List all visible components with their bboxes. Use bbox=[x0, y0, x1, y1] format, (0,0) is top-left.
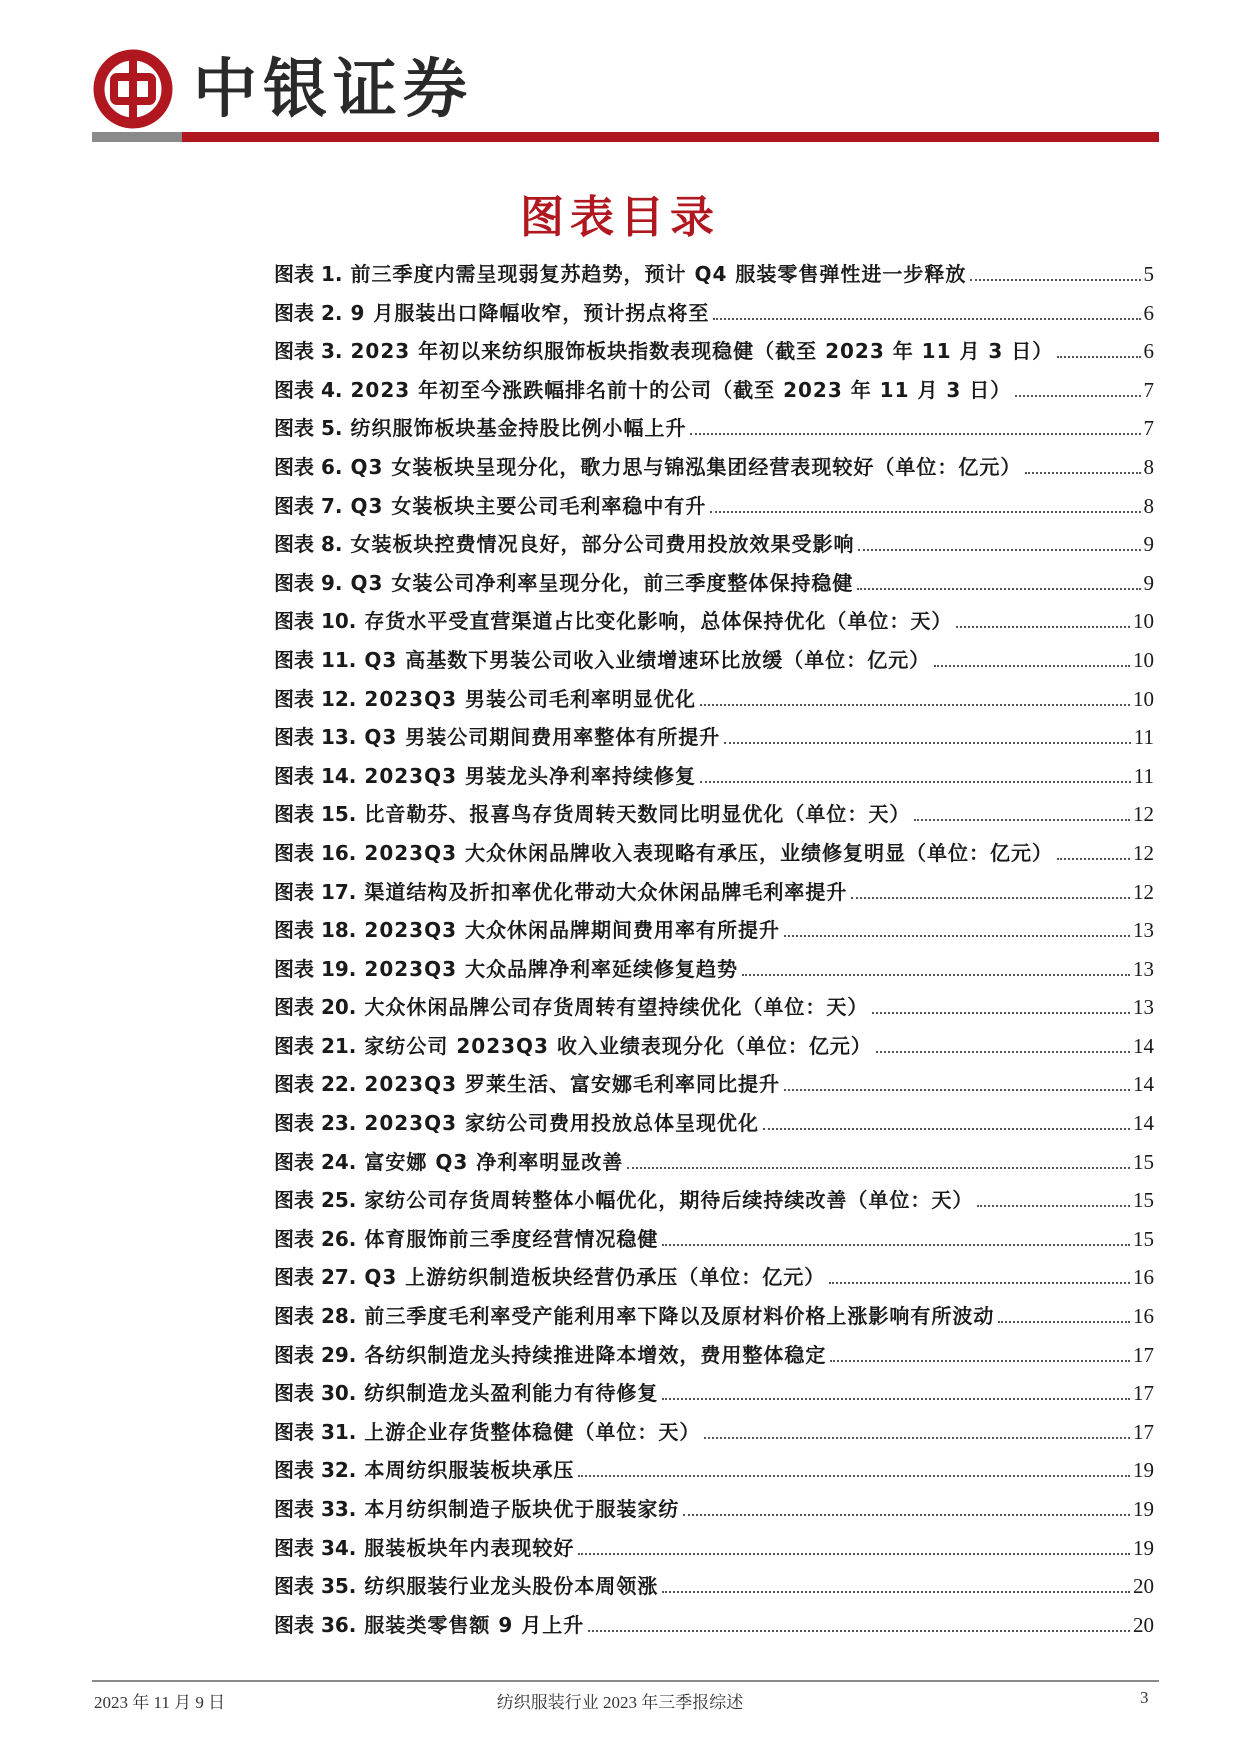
toc-entry-page: 17 bbox=[1133, 1419, 1154, 1444]
toc-entry-title: 比音勒芬、报喜鸟存货周转天数同比明显优化（单位：天） bbox=[364, 802, 911, 827]
toc-title: 图表目录 bbox=[520, 192, 720, 243]
toc-entry-page: 15 bbox=[1133, 1226, 1154, 1251]
toc-entry-page: 10 bbox=[1133, 609, 1154, 634]
toc-leader-dots bbox=[690, 433, 1140, 435]
toc-entry[interactable] bbox=[274, 451, 1154, 490]
toc-entry-title: 2023Q3 男装公司毛利率明显优化 bbox=[364, 686, 696, 711]
toc-entry[interactable] bbox=[274, 1300, 1154, 1339]
toc-leader-dots bbox=[578, 1475, 1130, 1477]
toc-leader-dots bbox=[998, 1321, 1130, 1323]
toc-entry[interactable] bbox=[274, 528, 1154, 567]
toc-entry-page: 8 bbox=[1143, 454, 1154, 479]
toc-leader-dots bbox=[1057, 858, 1130, 860]
toc-leader-dots bbox=[934, 665, 1130, 667]
toc-entry-title: 前三季度毛利率受产能利用率下降以及原材料价格上涨影响有所波动 bbox=[364, 1304, 995, 1329]
toc-entry-title: Q3 男装公司期间费用率整体有所提升 bbox=[364, 725, 721, 750]
toc-entry[interactable] bbox=[274, 1223, 1154, 1262]
toc-leader-dots bbox=[784, 1089, 1130, 1091]
toc-entry[interactable] bbox=[274, 1107, 1154, 1146]
toc-entry[interactable] bbox=[274, 567, 1154, 606]
toc-entry[interactable] bbox=[274, 1146, 1154, 1185]
toc-entry[interactable] bbox=[274, 490, 1154, 529]
toc-entry-page: 12 bbox=[1133, 802, 1154, 827]
toc-entry[interactable] bbox=[274, 760, 1154, 799]
toc-entry-title: 女装板块控费情况良好，部分公司费用投放效果受影响 bbox=[350, 532, 855, 557]
toc-entry[interactable] bbox=[274, 297, 1154, 336]
toc-leader-dots bbox=[872, 1012, 1130, 1014]
toc-entry-page: 20 bbox=[1133, 1612, 1154, 1637]
toc-entry-title: Q3 女装板块呈现分化，歌力思与锦泓集团经营表现较好（单位：亿元） bbox=[350, 454, 1022, 479]
toc-entry-label: 图表 23. bbox=[274, 1111, 357, 1136]
toc-entry-label: 图表 27. bbox=[274, 1265, 357, 1290]
toc-entry-label: 图表 32. bbox=[274, 1458, 357, 1483]
toc-entry-label: 图表 2. bbox=[274, 300, 343, 325]
toc-entry[interactable] bbox=[274, 335, 1154, 374]
toc-entry-page: 6 bbox=[1143, 339, 1154, 364]
toc-leader-dots bbox=[588, 1630, 1130, 1632]
toc-entry-page: 11 bbox=[1133, 725, 1154, 750]
table-of-figures bbox=[274, 258, 1154, 1647]
toc-entry-title: 2023Q3 大众休闲品牌收入表现略有承压，业绩修复明显（单位：亿元） bbox=[364, 840, 1053, 865]
toc-entry-label: 图表 12. bbox=[274, 686, 357, 711]
toc-entry-label: 图表 31. bbox=[274, 1419, 357, 1444]
toc-entry-label: 图表 8. bbox=[274, 532, 343, 557]
footer-page-number: 3 bbox=[1140, 1688, 1149, 1707]
toc-entry-title: 家纺公司存货周转整体小幅优化，期待后续持续改善（单位：天） bbox=[364, 1188, 974, 1213]
toc-entry[interactable] bbox=[274, 644, 1154, 683]
toc-entry-page: 12 bbox=[1133, 879, 1154, 904]
toc-entry[interactable] bbox=[274, 953, 1154, 992]
footer-report-title: 纺织服装行业 2023 年三季报综述 bbox=[496, 1693, 744, 1712]
toc-entry[interactable] bbox=[274, 1377, 1154, 1416]
toc-leader-dots bbox=[627, 1167, 1130, 1169]
toc-entry-label: 图表 15. bbox=[274, 802, 357, 827]
toc-entry-label: 图表 36. bbox=[274, 1612, 357, 1637]
toc-leader-dots bbox=[1057, 356, 1140, 358]
toc-entry-page: 14 bbox=[1133, 1111, 1154, 1136]
toc-entry-title: 2023Q3 大众休闲品牌期间费用率有所提升 bbox=[364, 918, 780, 943]
brand-name: 中银证券 bbox=[193, 53, 473, 127]
toc-entry-title: Q3 上游纺织制造板块经营仍承压（单位：亿元） bbox=[364, 1265, 826, 1290]
toc-entry-title: 2023Q3 家纺公司费用投放总体呈现优化 bbox=[364, 1111, 759, 1136]
toc-entry-title: 9 月服装出口降幅收窄，预计拐点将至 bbox=[350, 300, 710, 325]
toc-leader-dots bbox=[700, 781, 1131, 783]
toc-leader-dots bbox=[710, 511, 1140, 513]
toc-entry-title: Q3 女装公司净利率呈现分化，前三季度整体保持稳健 bbox=[350, 570, 854, 595]
toc-entry[interactable] bbox=[274, 412, 1154, 451]
toc-entry-page: 13 bbox=[1133, 956, 1154, 981]
toc-entry-title: 2023 年初至今涨跌幅排名前十的公司（截至 2023 年 11 月 3 日） bbox=[350, 377, 1012, 402]
toc-entry[interactable] bbox=[274, 837, 1154, 876]
toc-entry[interactable] bbox=[274, 914, 1154, 953]
toc-entry[interactable] bbox=[274, 1493, 1154, 1532]
toc-entry-label: 图表 4. bbox=[274, 377, 343, 402]
toc-leader-dots bbox=[662, 1244, 1130, 1246]
header-rule-red bbox=[182, 132, 1159, 142]
toc-entry[interactable] bbox=[274, 1261, 1154, 1300]
toc-leader-dots bbox=[1025, 472, 1140, 474]
toc-entry-label: 图表 13. bbox=[274, 725, 357, 750]
toc-entry-label: 图表 35. bbox=[274, 1574, 357, 1599]
toc-leader-dots bbox=[713, 318, 1140, 320]
toc-entry-page: 19 bbox=[1133, 1535, 1154, 1560]
toc-entry-label: 图表 5. bbox=[274, 416, 343, 441]
toc-leader-dots bbox=[851, 897, 1130, 899]
toc-entry-label: 图表 29. bbox=[274, 1342, 357, 1367]
toc-entry-page: 13 bbox=[1133, 995, 1154, 1020]
bank-of-china-logo-icon bbox=[92, 48, 174, 130]
toc-entry-label: 图表 22. bbox=[274, 1072, 357, 1097]
toc-entry-title: 服装板块年内表现较好 bbox=[364, 1535, 575, 1560]
toc-entry-page: 20 bbox=[1133, 1574, 1154, 1599]
toc-entry[interactable] bbox=[274, 1532, 1154, 1571]
toc-entry-label: 图表 10. bbox=[274, 609, 357, 634]
toc-entry-page: 14 bbox=[1133, 1033, 1154, 1058]
toc-leader-dots bbox=[857, 588, 1140, 590]
toc-entry-title: 存货水平受直营渠道占比变化影响，总体保持优化（单位：天） bbox=[364, 609, 953, 634]
toc-leader-dots bbox=[876, 1051, 1130, 1053]
toc-entry-title: Q3 高基数下男装公司收入业绩增速环比放缓（单位：亿元） bbox=[364, 647, 931, 672]
footer-rule bbox=[92, 1680, 1159, 1682]
toc-entry-title: 本月纺织制造子版块优于服装家纺 bbox=[364, 1497, 680, 1521]
toc-entry-label: 图表 30. bbox=[274, 1381, 357, 1406]
toc-entry-page: 19 bbox=[1133, 1458, 1154, 1483]
toc-entry-title: 2023Q3 男装龙头净利率持续修复 bbox=[364, 763, 696, 788]
toc-entry-title: 各纺织制造龙头持续推进降本增效，费用整体稳定 bbox=[364, 1342, 827, 1367]
toc-entry-label: 图表 21. bbox=[274, 1033, 357, 1058]
toc-entry-page: 12 bbox=[1133, 840, 1154, 865]
toc-entry-page: 5 bbox=[1143, 262, 1154, 286]
toc-leader-dots bbox=[704, 1437, 1130, 1439]
toc-entry-title: 上游企业存货整体稳健（单位：天） bbox=[364, 1419, 701, 1444]
toc-entry-title: 2023 年初以来纺织服饰板块指数表现稳健（截至 2023 年 11 月 3 日） bbox=[350, 339, 1054, 364]
toc-entry-page: 8 bbox=[1143, 493, 1154, 518]
header-rule-grey bbox=[92, 132, 182, 142]
toc-leader-dots bbox=[977, 1205, 1130, 1207]
toc-entry-title: Q3 女装板块主要公司毛利率稳中有升 bbox=[350, 493, 707, 518]
toc-entry[interactable] bbox=[274, 1609, 1154, 1648]
toc-entry[interactable] bbox=[274, 374, 1154, 413]
toc-entry-label: 图表 20. bbox=[274, 995, 357, 1020]
toc-entry-title: 渠道结构及折扣率优化带动大众休闲品牌毛利率提升 bbox=[364, 879, 848, 904]
toc-entry-title: 家纺公司 2023Q3 收入业绩表现分化（单位：亿元） bbox=[364, 1033, 872, 1058]
toc-entry-page: 9 bbox=[1143, 570, 1154, 595]
toc-entry-title: 纺织服装行业龙头股份本周领涨 bbox=[364, 1574, 659, 1599]
toc-entry-label: 图表 9. bbox=[274, 570, 343, 595]
toc-entry-title: 体育服饰前三季度经营情况稳健 bbox=[364, 1226, 659, 1251]
toc-entry-label: 图表 28. bbox=[274, 1304, 357, 1329]
toc-entry-title: 前三季度内需呈现弱复苏趋势，预计 Q4 服装零售弹性进一步释放 bbox=[350, 262, 967, 286]
toc-entry[interactable] bbox=[274, 1454, 1154, 1493]
toc-entry-page: 13 bbox=[1133, 918, 1154, 943]
toc-entry-page: 10 bbox=[1133, 686, 1154, 711]
toc-leader-dots bbox=[662, 1398, 1130, 1400]
toc-leader-dots bbox=[662, 1591, 1130, 1593]
toc-entry[interactable] bbox=[274, 798, 1154, 837]
toc-entry[interactable] bbox=[274, 683, 1154, 722]
toc-entry-page: 15 bbox=[1133, 1149, 1154, 1174]
toc-leader-dots bbox=[578, 1553, 1130, 1555]
toc-entry[interactable] bbox=[274, 1570, 1154, 1609]
toc-entry-label: 图表 34. bbox=[274, 1535, 357, 1560]
toc-leader-dots bbox=[763, 1128, 1130, 1130]
toc-leader-dots bbox=[1015, 395, 1140, 397]
toc-entry-label: 图表 26. bbox=[274, 1226, 357, 1251]
toc-entry[interactable] bbox=[274, 991, 1154, 1030]
toc-entry-label: 图表 17. bbox=[274, 879, 357, 904]
toc-entry-label: 图表 24. bbox=[274, 1149, 357, 1174]
toc-entry-label: 图表 33. bbox=[274, 1497, 357, 1521]
toc-entry-title: 纺织制造龙头盈利能力有待修复 bbox=[364, 1381, 659, 1406]
toc-leader-dots bbox=[700, 704, 1130, 706]
toc-leader-dots bbox=[956, 626, 1130, 628]
toc-leader-dots bbox=[914, 819, 1130, 821]
toc-entry-label: 图表 14. bbox=[274, 763, 357, 788]
toc-entry-page: 10 bbox=[1133, 647, 1154, 672]
toc-entry-label: 图表 25. bbox=[274, 1188, 357, 1213]
toc-entry-page: 19 bbox=[1133, 1497, 1154, 1521]
toc-leader-dots bbox=[724, 742, 1130, 744]
toc-entry[interactable] bbox=[274, 721, 1154, 760]
footer-date: 2023 年 11 月 9 日 bbox=[94, 1693, 226, 1712]
toc-entry-label: 图表 1. bbox=[274, 262, 343, 286]
toc-entry-label: 图表 19. bbox=[274, 956, 357, 981]
toc-entry-label: 图表 18. bbox=[274, 918, 357, 943]
toc-leader-dots bbox=[683, 1514, 1130, 1516]
toc-entry-title: 纺织服饰板块基金持股比例小幅上升 bbox=[350, 416, 687, 441]
toc-entry-label: 图表 6. bbox=[274, 454, 343, 479]
toc-entry[interactable] bbox=[274, 1184, 1154, 1223]
toc-entry[interactable] bbox=[274, 876, 1154, 915]
toc-entry-page: 7 bbox=[1143, 416, 1154, 441]
page-header bbox=[0, 0, 1240, 150]
toc-entry-page: 9 bbox=[1143, 532, 1154, 557]
toc-leader-dots bbox=[742, 974, 1130, 976]
toc-entry[interactable] bbox=[274, 1030, 1154, 1069]
toc-entry-page: 11 bbox=[1133, 763, 1154, 788]
toc-leader-dots bbox=[830, 1360, 1130, 1362]
toc-entry[interactable] bbox=[274, 1068, 1154, 1107]
toc-entry-page: 16 bbox=[1133, 1304, 1154, 1329]
toc-entry-label: 图表 16. bbox=[274, 840, 357, 865]
toc-leader-dots bbox=[858, 549, 1140, 551]
toc-entry-title: 富安娜 Q3 净利率明显改善 bbox=[364, 1149, 624, 1174]
toc-entry-label: 图表 11. bbox=[274, 647, 357, 672]
toc-entry-page: 15 bbox=[1133, 1188, 1154, 1213]
toc-entry-label: 图表 3. bbox=[274, 339, 343, 364]
toc-entry-page: 6 bbox=[1143, 300, 1154, 325]
toc-entry-title: 本周纺织服装板块承压 bbox=[364, 1458, 575, 1483]
toc-entry-page: 17 bbox=[1133, 1342, 1154, 1367]
toc-entry-page: 17 bbox=[1133, 1381, 1154, 1406]
toc-entry-title: 2023Q3 大众品牌净利率延续修复趋势 bbox=[364, 956, 738, 981]
toc-entry-page: 16 bbox=[1133, 1265, 1154, 1290]
toc-leader-dots bbox=[784, 935, 1130, 937]
toc-entry-title: 大众休闲品牌公司存货周转有望持续优化（单位：天） bbox=[364, 995, 869, 1020]
toc-leader-dots bbox=[829, 1282, 1130, 1284]
toc-leader-dots bbox=[970, 279, 1140, 281]
toc-entry[interactable] bbox=[274, 258, 1154, 297]
toc-entry-page: 14 bbox=[1133, 1072, 1154, 1097]
toc-entry[interactable] bbox=[274, 1339, 1154, 1378]
toc-entry[interactable] bbox=[274, 1416, 1154, 1455]
toc-entry-label: 图表 7. bbox=[274, 493, 343, 518]
toc-entry-page: 7 bbox=[1143, 377, 1154, 402]
toc-entry-title: 服装类零售额 9 月上升 bbox=[364, 1612, 585, 1637]
toc-entry[interactable] bbox=[274, 605, 1154, 644]
toc-entry-title: 2023Q3 罗莱生活、富安娜毛利率同比提升 bbox=[364, 1072, 780, 1097]
